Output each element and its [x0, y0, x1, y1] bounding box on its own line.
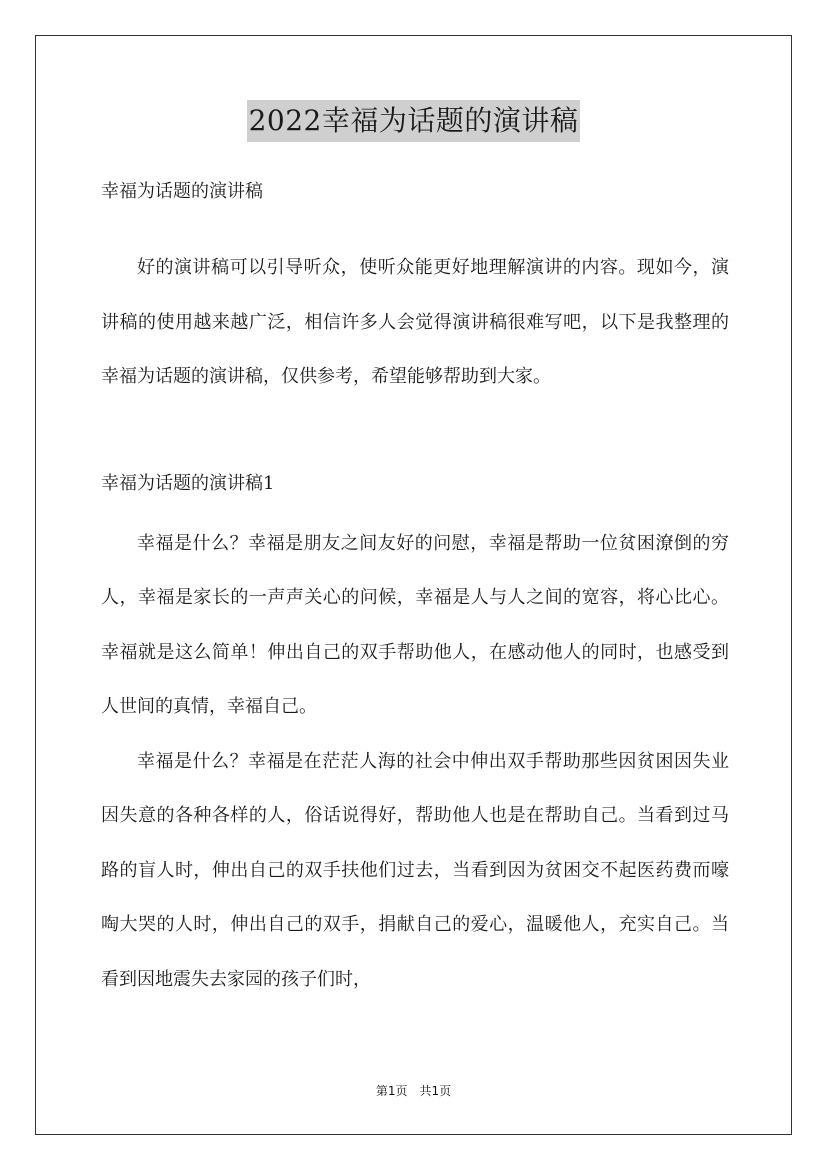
document-title: 2022幸福为话题的演讲稿 [247, 100, 581, 142]
title-container [0, 100, 827, 142]
intro-heading: 幸福为话题的演讲稿 [101, 181, 263, 202]
body-paragraph: 幸福是什么？幸福是朋友之间友好的问慰，幸福是帮助一位贫困潦倒的穷人，幸福是家长的一声声关心的问候，幸福是人与人之间的宽容，将心比心。幸福就是这么简单！伸出自己的双手帮助他人，在感动他人的同时，也感受到人世间的真情，幸福自己。 [101, 532, 729, 717]
document-body [101, 172, 729, 1007]
body-paragraph: 幸福是什么？幸福是在茫茫人海的社会中伸出双手帮助那些因贫困因失业因失意的各种各样的人，俗话说得好，帮助他人也是在帮助自己。当看到过马路的盲人时，伸出自己的双手扶他们过去，当看到因为贫困交不起医药费而嚎啕大哭的人时，伸出自己的双手，捐献自己的爱心，温暖他人，充实自己。当看到因地震失去家园的孩子们时， [101, 750, 729, 990]
page-number: 第1页 共1页 [375, 1084, 452, 1098]
section-heading: 幸福为话题的演讲稿1 [101, 472, 275, 494]
intro-paragraph: 好的演讲稿可以引导听众，使听众能更好地理解演讲的内容。现如今，演讲稿的使用越来越广泛，相信许多人会觉得演讲稿很难写吧，以下是我整理的幸福为话题的演讲稿，仅供参考，希望能够帮助到大家。 [101, 257, 729, 387]
